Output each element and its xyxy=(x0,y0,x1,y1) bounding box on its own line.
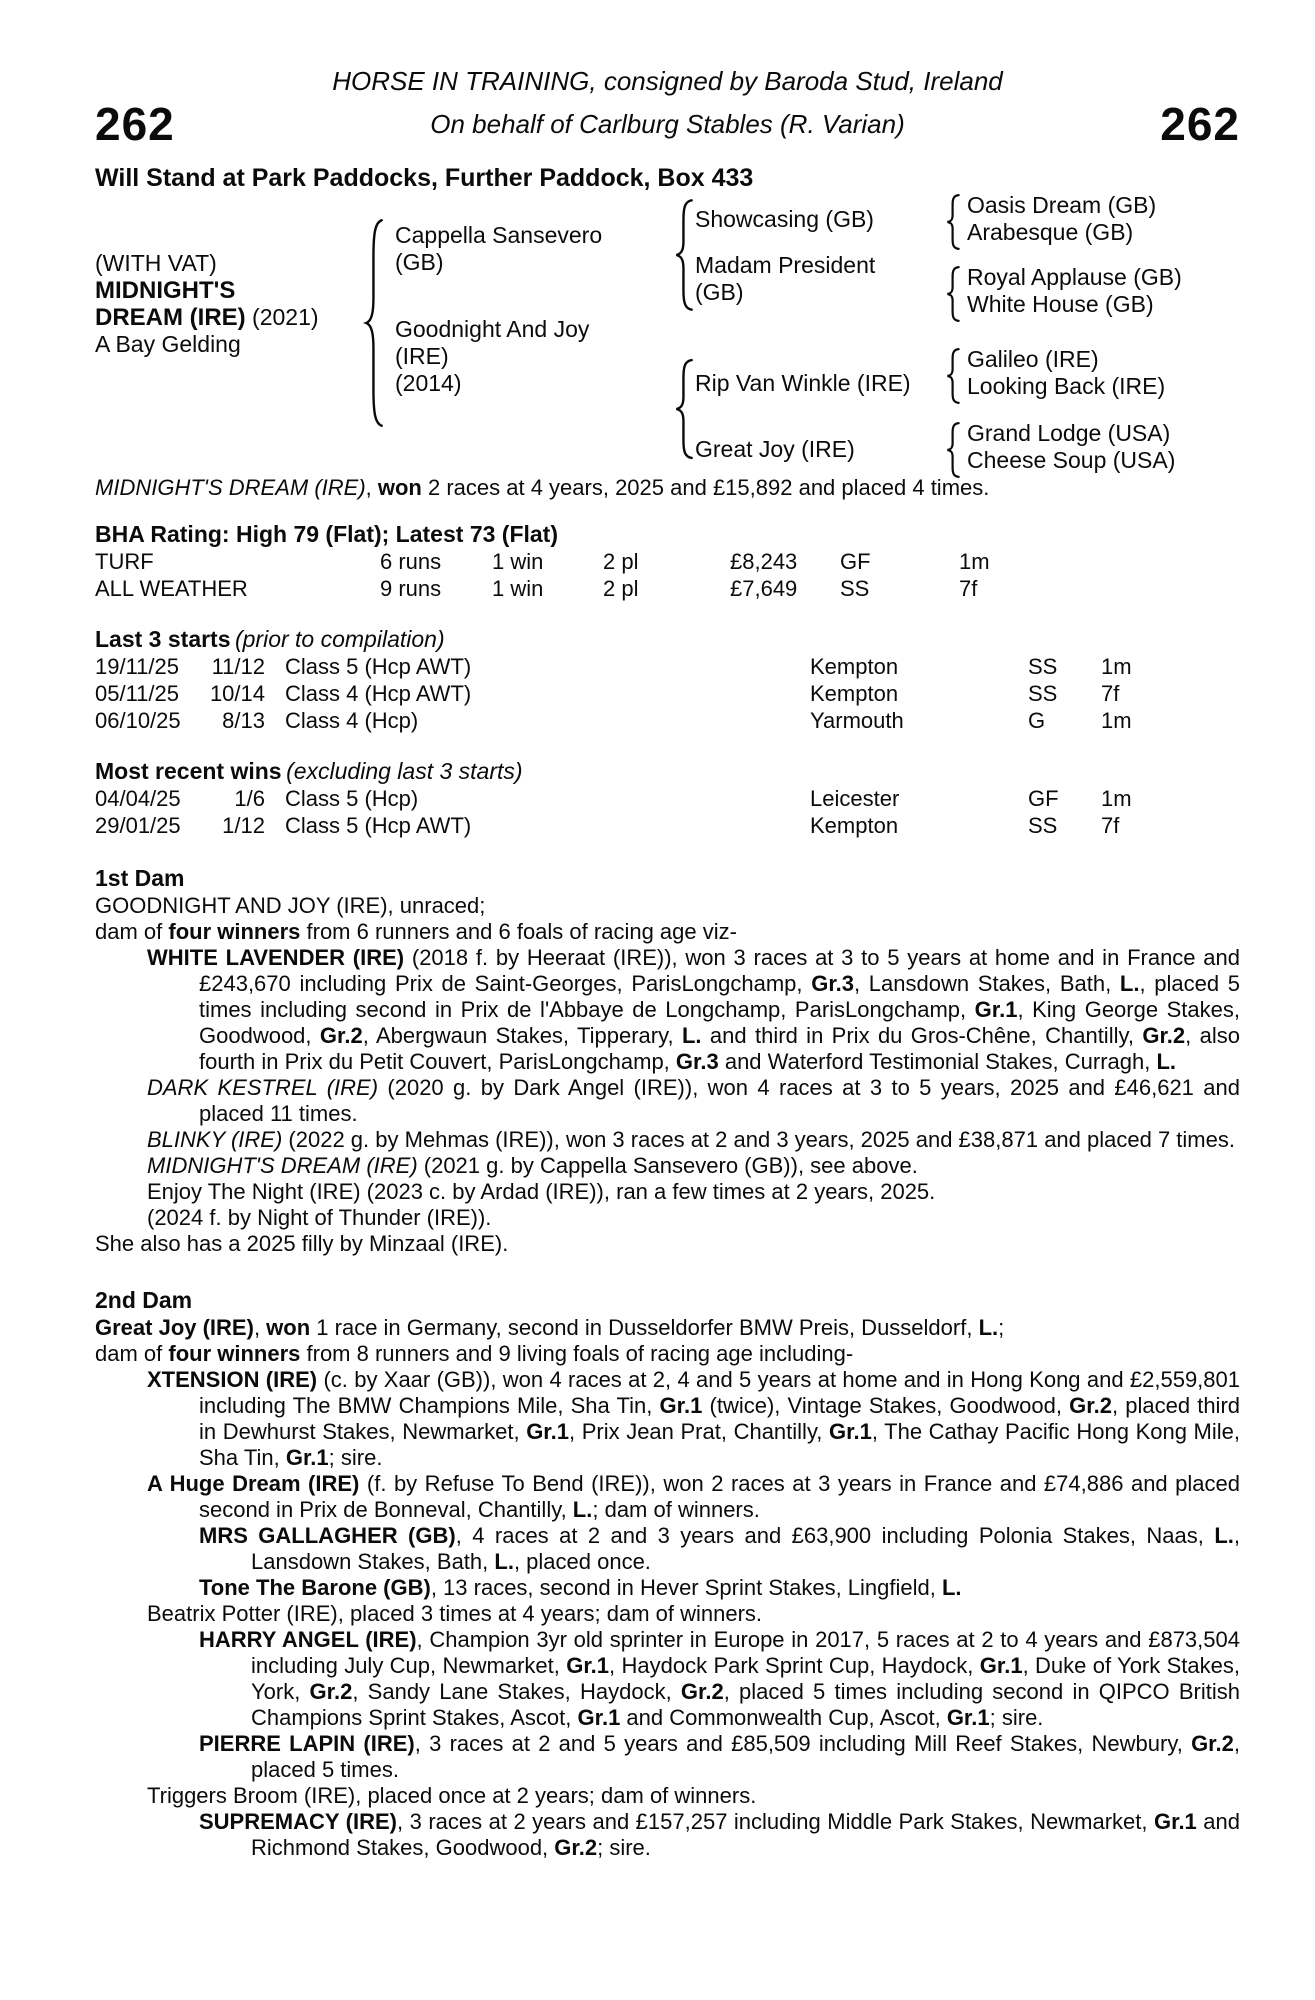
lot-number-right: 262 xyxy=(1160,98,1240,150)
distance: 1m xyxy=(1101,786,1132,811)
dam-sire-name: Rip Van Winkle (IRE) xyxy=(695,370,911,396)
consignment-header: HORSE IN TRAINING, consigned by Baroda Stud, Ireland xyxy=(332,66,1003,96)
gen3-pair-1: Oasis Dream (GB) Arabesque (GB) xyxy=(967,192,1157,245)
race-class: Class 5 (Hcp AWT) xyxy=(285,813,472,838)
offspring-entry: Enjoy The Night (IRE) (2023 c. by Ardad (IRE)), ran a few times at 2 years, 2025. xyxy=(147,1179,936,1204)
going: GF xyxy=(840,549,871,574)
surface: ALL WEATHER xyxy=(95,576,248,601)
bha-rating-heading: BHA Rating: High 79 (Flat); Latest 73 (Flat) xyxy=(95,521,558,547)
going: G xyxy=(1028,708,1046,733)
dam-paragraph: She also has a 2025 filly by Minzaal (IRE). xyxy=(95,1231,509,1256)
win-row xyxy=(95,812,1240,839)
wins: 1 win xyxy=(492,549,544,574)
dam-suffix: (IRE) xyxy=(395,343,449,369)
wins: 1 win xyxy=(492,576,544,601)
course: Kempton xyxy=(810,681,899,706)
finish-position: 10/14 xyxy=(209,681,265,706)
offspring-entry: PIERRE LAPIN (IRE), 3 races at 2 and 5 years and £85,509 including Mill Reef Stakes, Newbury, Gr.2, placed 5 times. xyxy=(199,1731,1240,1782)
distance: 7f xyxy=(959,576,978,601)
dam-name: Goodnight And Joy xyxy=(395,316,590,342)
last-starts-heading: Last 3 starts (prior to compilation) xyxy=(95,626,445,652)
going: SS xyxy=(840,576,870,601)
earnings: £7,649 xyxy=(730,576,798,601)
pedigree-brace-dam xyxy=(673,358,695,460)
surface: TURF xyxy=(95,549,154,574)
offspring-entry: BLINKY (IRE) (2022 g. by Mehmas (IRE)), won 3 races at 2 and 3 years, 2025 and £38,871 and placed 7 times. xyxy=(147,1127,1235,1152)
sire-sire-name: Showcasing (GB) xyxy=(695,206,874,232)
start-row xyxy=(95,707,1240,734)
pedigree-brace-sire xyxy=(673,198,695,312)
places: 2 pl xyxy=(603,549,639,574)
on-behalf-line: On behalf of Carlburg Stables (R. Varian) xyxy=(430,109,905,139)
vat-note: (WITH VAT) xyxy=(95,250,217,276)
places: 2 pl xyxy=(603,576,639,601)
subject-name-line1: MIDNIGHT'S xyxy=(95,277,236,304)
finish-position: 8/13 xyxy=(222,708,265,733)
dam-paragraph: Great Joy (IRE), won 1 race in Germany, second in Dusseldorfer BMW Preis, Dusseldorf, L.; xyxy=(95,1315,1005,1340)
earnings: £8,243 xyxy=(730,549,798,574)
offspring-entry: Tone The Barone (GB), 13 races, second in Hever Sprint Stakes, Lingfield, L. xyxy=(199,1575,962,1600)
offspring-entry: WHITE LAVENDER (IRE) (2018 f. by Heeraat (IRE)), won 3 races at 3 to 5 years at home and in France and £243,670 including Prix de Saint-Georges, ParisLongchamp, Gr.3, Lansdown Stakes, Bath, L., placed 5 times including second in Prix de l'Abbaye de Longchamp, ParisLongchamp, Gr.1, King George Stakes, Goodwood, Gr.2, Abergwaun Stakes, Tipperary, L. and third in Prix du Gros-Chêne, Chantilly, Gr.2, also fourth in Prix du Petit Couvert, ParisLongchamp, Gr.3 and Waterford Testimonial Stakes, Curragh, L. xyxy=(147,945,1240,1074)
dam-block xyxy=(395,316,663,397)
distance: 1m xyxy=(959,549,990,574)
sire-dam-name: Madam President (GB) xyxy=(695,252,876,305)
gen3-pair-3: Galileo (IRE) Looking Back (IRE) xyxy=(967,346,1166,399)
offspring-entry: Beatrix Potter (IRE), placed 3 times at 4 years; dam of winners. xyxy=(147,1601,763,1626)
offspring-entry: MIDNIGHT'S DREAM (IRE) (2021 g. by Cappella Sansevero (GB)), see above. xyxy=(147,1153,918,1178)
header-row xyxy=(95,100,1240,148)
going: GF xyxy=(1028,786,1059,811)
stand-location-line: Will Stand at Park Paddocks, Further Paddock, Box 433 xyxy=(95,164,754,192)
date: 29/01/25 xyxy=(95,813,181,838)
finish-position: 1/6 xyxy=(234,786,265,811)
last-starts-section xyxy=(95,626,1240,734)
race-class: Class 5 (Hcp AWT) xyxy=(285,654,472,679)
pedigree-brace-gen3-4 xyxy=(945,422,961,478)
dam-paragraph: GOODNIGHT AND JOY (IRE), unraced; xyxy=(95,893,486,918)
subject-description: A Bay Gelding xyxy=(95,331,241,357)
offspring-entry: Triggers Broom (IRE), placed once at 2 years; dam of winners. xyxy=(147,1783,757,1808)
race-record-summary: MIDNIGHT'S DREAM (IRE), won 2 races at 4 years, 2025 and £15,892 and placed 4 times. xyxy=(95,475,990,500)
pedigree-brace-gen3-2 xyxy=(945,266,961,322)
start-row xyxy=(95,680,1240,707)
course: Kempton xyxy=(810,654,899,679)
distance: 7f xyxy=(1101,681,1120,706)
offspring-entry: XTENSION (IRE) (c. by Xaar (GB)), won 4 races at 2, 4 and 5 years at home and in Hong Kong and £2,559,801 including The BMW Champions Mile, Sha Tin, Gr.1 (twice), Vintage Stakes, Goodwood, Gr.2, placed third in Dewhurst Stakes, Newmarket, Gr.1, Prix Jean Prat, Chantilly, Gr.1, The Cathay Pacific Hong Kong Mile, Sha Tin, Gr.1; sire. xyxy=(147,1367,1241,1470)
dam-paragraph: dam of four winners from 8 runners and 9 living foals of racing age including- xyxy=(95,1341,854,1366)
distance: 7f xyxy=(1101,813,1120,838)
going: SS xyxy=(1028,681,1058,706)
recent-wins-heading: Most recent wins (excluding last 3 starts) xyxy=(95,758,523,784)
win-row xyxy=(95,785,1240,812)
bha-row-turf xyxy=(95,548,1240,575)
dam-paragraph: dam of four winners from 6 runners and 6 foals of racing age viz- xyxy=(95,919,737,944)
sire-name: Cappella Sansevero xyxy=(395,222,603,248)
race-class: Class 4 (Hcp) xyxy=(285,708,419,733)
dam-dam-name: Great Joy (IRE) xyxy=(695,436,855,462)
sire-block xyxy=(395,222,663,276)
gen3-pair-2: Royal Applause (GB) White House (GB) xyxy=(967,264,1182,317)
finish-position: 11/12 xyxy=(211,654,265,679)
bha-rating-section xyxy=(95,521,1240,602)
offspring-entry: SUPREMACY (IRE), 3 races at 2 years and £157,257 including Middle Park Stakes, Newmarket, Gr.1 and Richmond Stakes, Goodwood, Gr.2; sire. xyxy=(199,1809,1240,1860)
pedigree-chart xyxy=(95,192,1240,473)
race-class: Class 4 (Hcp AWT) xyxy=(285,681,472,706)
subject-name-line2: DREAM (IRE) (2021) xyxy=(95,304,319,331)
first-dam-heading: 1st Dam xyxy=(95,865,185,891)
pedigree-brace-gen3-1 xyxy=(945,194,961,250)
course: Yarmouth xyxy=(810,708,904,733)
date: 19/11/25 xyxy=(95,654,180,679)
second-dam-heading: 2nd Dam xyxy=(95,1287,193,1313)
going: SS xyxy=(1028,813,1058,838)
date: 04/04/25 xyxy=(95,786,181,811)
date: 06/10/25 xyxy=(95,708,181,733)
bha-row-all-weather xyxy=(95,575,1240,602)
race-class: Class 5 (Hcp) xyxy=(285,786,419,811)
offspring-entry: HARRY ANGEL (IRE), Champion 3yr old sprinter in Europe in 2017, 5 races at 2 to 4 years and £873,504 including July Cup, Newmarket, Gr.1, Haydock Park Sprint Cup, Haydock, Gr.1, Duke of York Stakes, York, Gr.2, Sandy Lane Stakes, Haydock, Gr.2, placed 5 times including second in QIPCO British Champions Sprint Stakes, Ascot, Gr.1 and Commonwealth Cup, Ascot, Gr.1; sire. xyxy=(199,1627,1240,1730)
finish-position: 1/12 xyxy=(222,813,265,838)
pedigree-brace-gen3-3 xyxy=(945,348,961,404)
offspring-entry: A Huge Dream (IRE) (f. by Refuse To Bend (IRE)), won 2 races at 3 years in France and £74,886 and placed second in Prix de Bonneval, Chantilly, L.; dam of winners. xyxy=(147,1471,1240,1522)
runs: 9 runs xyxy=(380,576,442,601)
offspring-entry: DARK KESTREL (IRE) (2020 g. by Dark Angel (IRE)), won 4 races at 3 to 5 years, 2025 and £46,621 and placed 11 times. xyxy=(147,1075,1240,1126)
runs: 6 runs xyxy=(380,549,442,574)
second-dam-section xyxy=(95,1287,1240,1861)
distance: 1m xyxy=(1101,654,1132,679)
subject-horse-block xyxy=(95,250,380,358)
pedigree-brace-gen1 xyxy=(363,216,385,430)
start-row xyxy=(95,653,1240,680)
recent-wins-section xyxy=(95,758,1240,839)
gen3-pair-4: Grand Lodge (USA) Cheese Soup (USA) xyxy=(967,420,1176,473)
sire-suffix: (GB) xyxy=(395,249,444,275)
lot-number-left: 262 xyxy=(95,98,175,150)
distance: 1m xyxy=(1101,708,1132,733)
dam-year: (2014) xyxy=(395,370,462,396)
offspring-entry: (2024 f. by Night of Thunder (IRE)). xyxy=(147,1205,492,1230)
first-dam-section xyxy=(95,865,1240,1257)
offspring-entry: MRS GALLAGHER (GB), 4 races at 2 and 3 years and £63,900 including Polonia Stakes, Naas, L., Lansdown Stakes, Bath, L., placed once. xyxy=(199,1523,1240,1574)
date: 05/11/25 xyxy=(95,681,180,706)
course: Leicester xyxy=(810,786,900,811)
going: SS xyxy=(1028,654,1058,679)
course: Kempton xyxy=(810,813,899,838)
